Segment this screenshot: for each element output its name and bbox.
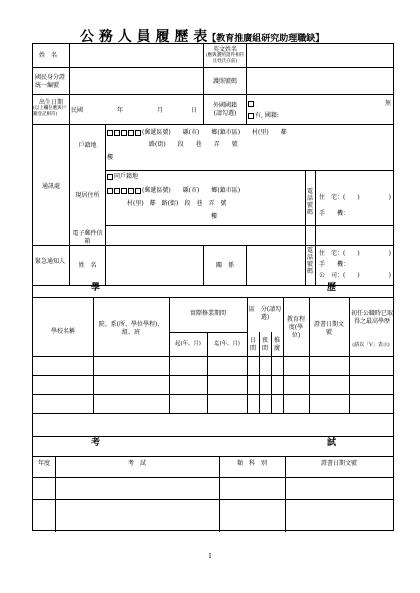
emergency-mobile-phone[interactable]: 手 機： <box>319 261 350 268</box>
foreign-none-label: 無 <box>384 100 391 107</box>
english-name-note: (應與護照證件相符且姓氏在前) <box>205 53 245 64</box>
exam-category-header: 類 科 別 <box>236 460 267 467</box>
category-header: 區 分(請勾選) <box>248 306 282 321</box>
highest-degree-header: 初任公職時已取得之最高學歷 <box>351 310 394 325</box>
emergency-relation-label: 關 係 <box>215 262 234 269</box>
period-to-header: 迄(年、月) <box>214 341 240 347</box>
resume-form <box>32 43 394 531</box>
exam-name-header: 考 試 <box>127 460 146 467</box>
foreign-none-option[interactable] <box>248 100 391 107</box>
household-line-2: 路(街) 段 巷 弄 號 <box>149 141 238 148</box>
household-address-label: 戶籍地 <box>78 142 97 149</box>
category-night-header: 夜間 <box>261 337 268 352</box>
current-line-2: 村(里) 鄰 路(街) 段 巷 弄 號 <box>127 200 227 207</box>
same-as-household-checkbox[interactable] <box>107 174 113 180</box>
current-address-label: 現居住所 <box>75 192 100 199</box>
period-from-header: 起(年、月) <box>175 341 201 347</box>
passport-label: 護照號碼 <box>212 78 237 85</box>
foreign-nationality-label: 外國國籍 <box>212 102 237 109</box>
exam-heading-right: 試 <box>327 438 337 448</box>
english-name-field[interactable] <box>247 45 392 66</box>
passport-field[interactable] <box>247 68 392 93</box>
id-number-field[interactable] <box>70 68 202 93</box>
emergency-section-label: 緊急通知人 <box>35 258 66 265</box>
foreign-yes-option[interactable] <box>248 112 279 119</box>
birth-day-label: 日 <box>191 107 198 114</box>
exam-year-header: 年度 <box>37 460 50 467</box>
foreign-nationality-note: (請勾選) <box>213 110 237 117</box>
household-address-field[interactable] <box>107 129 391 136</box>
emergency-office-phone[interactable]: 公 司：( ) ) <box>319 272 391 279</box>
birth-note: (以上欄位應與戶籍登記相符) <box>33 106 67 117</box>
title-text: 公 務 人 員 履 歷 表 <box>80 29 208 45</box>
address-mobile-phone[interactable]: 手 機： <box>319 210 350 217</box>
foreign-yes-checkbox[interactable] <box>248 113 254 119</box>
study-period-header: 實際修業期間 <box>189 310 226 317</box>
vacancy-subtitle: 【教育推廣組研究助理職缺】 <box>207 34 325 44</box>
english-name-label: 英文姓名 <box>212 46 237 53</box>
category-day-header: 日間 <box>249 337 256 352</box>
id-number-label: 國民身分證統一編號 <box>35 74 66 89</box>
address-section-label: 通訊處 <box>41 183 60 190</box>
emergency-relation-field[interactable] <box>247 246 304 284</box>
highest-degree-note: (請以「V」表示) <box>352 342 390 348</box>
degree-header: 教育程度(學位) <box>286 316 305 339</box>
emergency-name-label: 姓 名 <box>78 262 97 269</box>
household-line-1: (郵遞區號) 縣(市) 鄉(鎮市區) 村(里) 鄰 <box>142 129 287 136</box>
current-line-1: (郵遞區號) 縣(市) 鄉(鎮市區) <box>142 187 241 194</box>
email-field[interactable] <box>106 226 393 244</box>
department-header: 院、系(所、學位學程)、組、班 <box>98 321 164 336</box>
birth-label: 出生日期 <box>39 99 64 106</box>
category-extension-header: 推廣 <box>273 337 280 352</box>
education-heading-left: 學 <box>91 283 101 293</box>
emergency-name-field[interactable] <box>106 246 202 284</box>
current-address-field[interactable] <box>107 187 240 194</box>
foreign-yes-label: 有, 國籍: <box>255 112 279 119</box>
name-field[interactable] <box>70 45 202 66</box>
birth-year-label: 年 <box>117 107 124 114</box>
exam-certificate-header: 證書日期文號 <box>320 460 357 467</box>
page-number: 1 <box>208 553 212 560</box>
email-label: 電子郵件信箱 <box>72 230 103 245</box>
address-home-phone[interactable]: 住 宅：( ) ) <box>319 194 391 201</box>
foreign-none-checkbox[interactable] <box>248 101 254 107</box>
birth-month-label: 月 <box>157 107 164 114</box>
birth-era: 民國 <box>71 107 84 114</box>
same-as-household-option[interactable] <box>107 173 138 180</box>
same-as-household-label: 同戶籍地 <box>114 173 139 180</box>
household-line-3: 樓 <box>107 154 114 161</box>
name-label: 姓 名 <box>39 52 58 59</box>
certificate-header: 證書日期文 號 <box>313 321 351 336</box>
emergency-home-phone[interactable]: 住 宅：( ) ) <box>319 250 391 257</box>
current-line-3: 樓 <box>211 213 218 220</box>
school-name-header: 學校名稱 <box>50 328 75 335</box>
exam-heading-left: 考 <box>91 438 101 448</box>
address-phone-label: 電話號碼 <box>307 188 314 216</box>
emergency-phone-label: 電話號碼 <box>307 247 314 275</box>
education-heading-right: 歷 <box>327 283 337 293</box>
